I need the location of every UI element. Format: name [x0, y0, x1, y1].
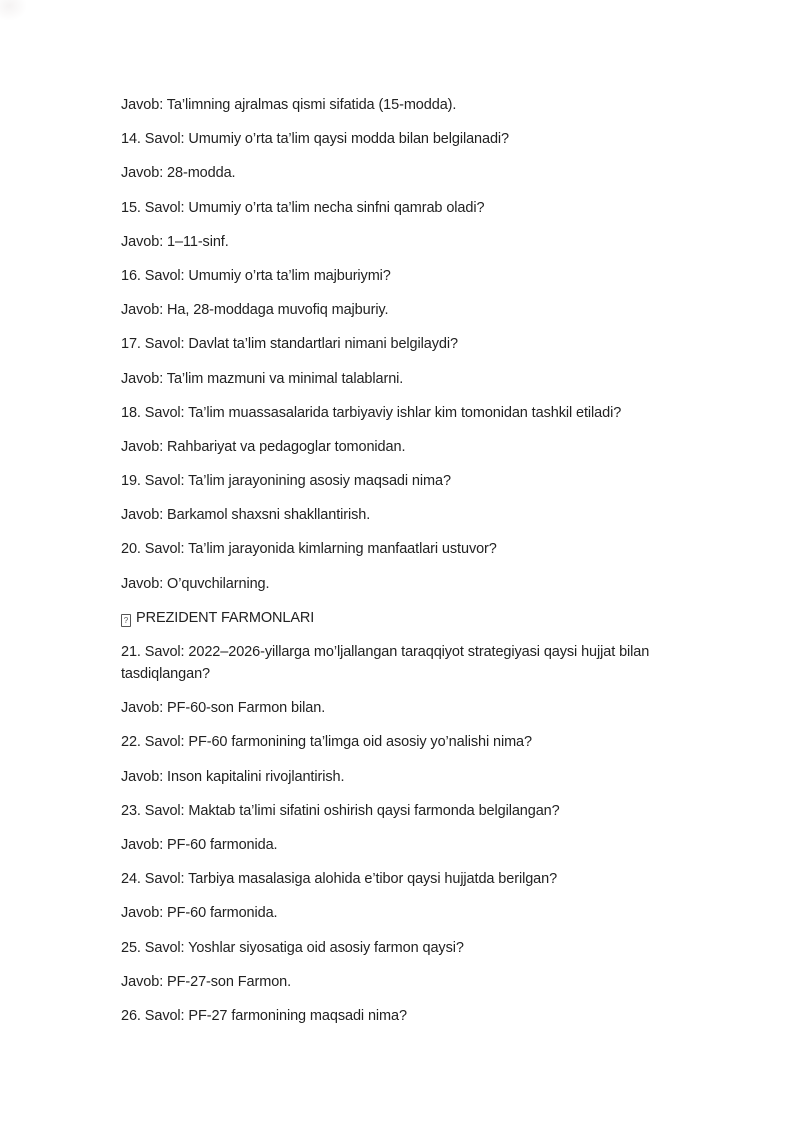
- qa-line: 24. Savol: Tarbiya masalasiga alohida e’tibor qaysi hujjatda berilgan?: [121, 871, 558, 888]
- qa-line: Javob: Ha, 28-moddaga muvofiq majburiy.: [121, 302, 389, 319]
- qa-line: Javob: O’quvchilarning.: [121, 575, 270, 592]
- qa-line: Javob: Ta’lim mazmuni va minimal talablarni.: [121, 370, 404, 387]
- qa-line: 22. Savol: PF-60 farmonining ta’limga oid asosiy yo’nalishi nima?: [121, 734, 532, 751]
- qa-line: 19. Savol: Ta’lim jarayonining asosiy maqsadi nima?: [121, 473, 451, 490]
- qa-line: Javob: PF-60 farmonida.: [121, 836, 278, 853]
- section-heading: [121, 607, 721, 629]
- qa-line: Javob: Inson kapitalini rivojlantirish.: [121, 768, 345, 785]
- qa-line: 25. Savol: Yoshlar siyosatiga oid asosiy farmon qaysi?: [121, 939, 464, 956]
- qa-line: 16. Savol: Umumiy o’rta ta’lim majburiymi?: [121, 267, 391, 284]
- qa-line: Javob: 1–11-sinf.: [121, 233, 229, 250]
- qa-line: 20. Savol: Ta’lim jarayonida kimlarning manfaatlari ustuvor?: [121, 541, 497, 558]
- qa-line: Javob: PF-60-son Farmon bilan.: [121, 700, 326, 717]
- qa-line: 17. Savol: Davlat ta’lim standartlari nimani belgilaydi?: [121, 336, 458, 353]
- qa-line: Javob: Rahbariyat va pedagoglar tomonidan.: [121, 438, 406, 455]
- qa-line-wrapped: [121, 641, 721, 685]
- missing-glyph-icon: ?: [121, 614, 131, 627]
- qa-line: 23. Savol: Maktab ta’limi sifatini oshirish qaysi farmonda belgilangan?: [121, 802, 560, 819]
- qa-line: 18. Savol: Ta’lim muassasalarida tarbiyaviy ishlar kim tomonidan tashkil etiladi?: [121, 404, 622, 421]
- qa-line: Javob: PF-27-son Farmon.: [121, 973, 292, 990]
- qa-line: 15. Savol: Umumiy o’rta ta’lim necha sinfni qamrab oladi?: [121, 199, 485, 216]
- qa-line: Javob: Ta’limning ajralmas qismi sifatida (15-modda).: [121, 97, 457, 113]
- section-heading-label: PREZIDENT FARMONLARI: [136, 609, 315, 626]
- qa-line-part1: 21. Savol: 2022–2026-yillarga mo’ljallangan taraqqiyot strategiyasi qaysi hujjat bilan: [121, 644, 650, 660]
- qa-line: Javob: Barkamol shaxsni shakllantirish.: [121, 507, 371, 524]
- qa-line: Javob: 28-modda.: [121, 165, 236, 182]
- qa-line: Javob: PF-60 farmonida.: [121, 905, 278, 922]
- qa-line: 14. Savol: Umumiy o’rta ta’lim qaysi modda bilan belgilanadi?: [121, 131, 510, 148]
- scan-artifact: [0, 0, 26, 20]
- qa-line-part2: tasdiqlangan?: [121, 666, 210, 682]
- qa-line: 26. Savol: PF-27 farmonining maqsadi nima?: [121, 1007, 407, 1024]
